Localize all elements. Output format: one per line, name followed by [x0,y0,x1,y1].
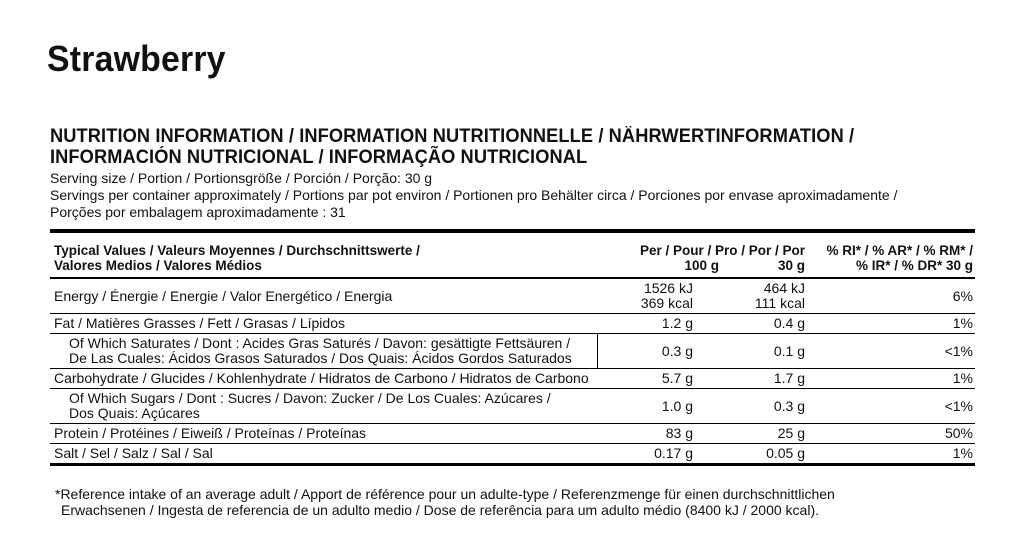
energy-per-serving-kj: 464 kJ [763,280,805,296]
header-per-line-1: Per / Pour / Pro / Por / Por [639,243,805,258]
table-row-carbohydrate [50,369,975,389]
header-name-line-1: Typical Values / Valeurs Moyennes / Durchschnittswerte / [54,243,420,258]
header-name-line-2: Valores Medios / Valores Médios [54,258,262,273]
sugars-label [50,389,598,424]
salt-ri: 1% [952,445,973,461]
serving-size: Serving size / Portion / Portionsgröße / Porción / Porção: 30 g [50,170,433,186]
protein-per-serving: 25 g [777,425,805,441]
energy-per-serving-kcal: 111 kcal [754,295,805,311]
header-typical-values [50,231,598,278]
fat-ri: 1% [952,315,973,331]
reference-intake-footnote [55,486,955,518]
energy-per-100g [598,278,696,314]
energy-per-100g-kj: 1526 kJ [643,280,693,296]
table-header-row [50,231,975,278]
header-reference-intake [807,231,975,278]
header-30g: 30 g [777,258,805,273]
carbohydrate-label: Carbohydrate / Glucides / Kohlenhydrate / Hidratos de Carbono / Hidratos de Carbono [54,370,589,386]
sugars-label-line-1: Of Which Sugars / Dont : Sucres / Davon: Zucker / De Los Cuales: Azúcares / [69,390,551,406]
nutrition-info-header [50,126,975,221]
info-title-line-1: NUTRITION INFORMATION / INFORMATION NUTRITIONNELLE / NÄHRWERTINFORMATION / [50,126,855,147]
salt-per-serving: 0.05 g [766,445,805,461]
saturates-per-serving: 0.1 g [773,342,805,359]
saturates-label-line-1: Of Which Saturates / Dont : Acides Gras Saturés / Davon: gesättigte Fettsäuren / [69,335,571,351]
table-row-salt [50,444,975,465]
flavor-title: Strawberry [47,38,226,79]
saturates-label-line-2: De Las Cuales: Ácidos Grasos Saturados / Dos Quais: Ácidos Gordos Saturados [69,350,572,366]
sugars-per-serving: 0.3 g [773,397,805,414]
header-ri-line-2: % IR* / % DR* 30 g [855,258,973,273]
fat-label: Fat / Matières Grasses / Fett / Grasas / Lípidos [54,315,345,331]
table-row-protein [50,424,975,444]
fat-per-serving: 0.4 g [773,315,805,331]
energy-per-100g-kcal: 369 kcal [640,295,693,311]
table-row-fat [50,314,975,334]
servings-per-container-line-1: Servings per container approximately / Portions par pot environ / Portionen pro Behälter circa / Porciones por envase aproximadamente / [50,187,898,203]
footnote-line-1: *Reference intake of an average adult / Apport de référence pour un adulte-type / Referenzmenge für einen durchschnittlichen [55,486,835,502]
fat-per-100g: 1.2 g [661,315,693,331]
carbohydrate-per-serving: 1.7 g [773,370,805,386]
header-per-100g [598,231,808,278]
info-title-line-2: INFORMACIÓN NUTRICIONAL / INFORMAÇÃO NUTRICIONAL [50,147,588,168]
protein-ri: 50% [944,425,973,441]
energy-ri: 6% [952,287,973,304]
sugars-label-line-2: Dos Quais: Açúcares [69,405,200,421]
nutrition-table [50,229,975,466]
protein-label: Protein / Protéines / Eiweiß / Proteínas / Proteínas [54,425,367,441]
footnote-line-2: Erwachsenen / Ingesta de referencia de un adulto medio / Dose de referência para um adulto médio (8400 kJ / 2000 kcal). [61,502,820,518]
header-per-line-2 [598,258,806,273]
table-row-saturates [50,334,975,369]
protein-per-100g: 83 g [665,425,693,441]
table-row-sugars [50,389,975,424]
servings-per-container-line-2: Porções por embalagem aproximadamente : 31 [50,204,346,220]
saturates-per-100g: 0.3 g [661,342,693,359]
saturates-label [50,334,598,369]
carbohydrate-per-100g: 5.7 g [661,370,693,386]
energy-label: Energy / Énergie / Energie / Valor Energético / Energia [54,287,393,304]
saturates-ri: <1% [944,342,973,359]
salt-per-100g: 0.17 g [654,445,693,461]
header-100g: 100 g [684,258,719,273]
carbohydrate-ri: 1% [952,370,973,386]
salt-label: Salt / Sel / Salz / Sal / Sal [54,445,213,461]
sugars-ri: <1% [944,397,973,414]
table-row-energy [50,278,975,314]
sugars-per-100g: 1.0 g [661,397,693,414]
header-ri-line-1: % RI* / % AR* / % RM* / [826,243,973,258]
energy-per-serving [695,278,807,314]
